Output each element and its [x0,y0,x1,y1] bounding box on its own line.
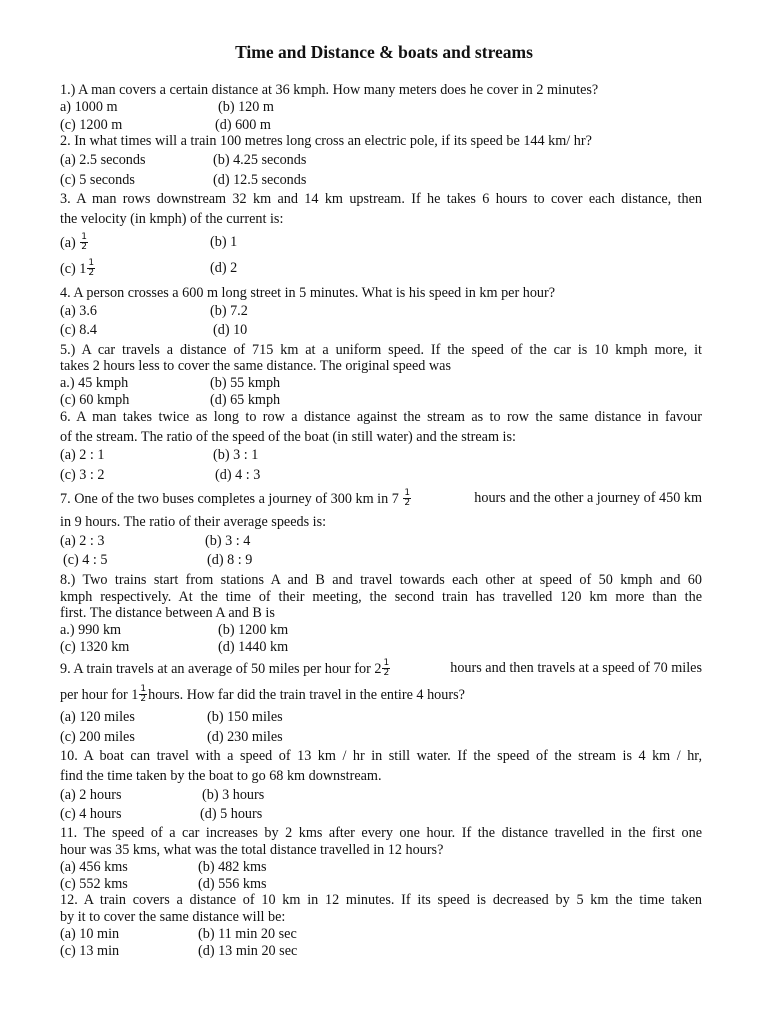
q7-option-c: (c) 4 : 5 [63,552,108,568]
q3-option-c-label: (c) 1 [60,260,87,277]
question-4-text: 4. A person crosses a 600 m long street in 5 minutes. What is his speed in km per hour? [60,285,556,301]
q12-option-c: (c) 13 min [60,943,120,959]
q11-option-a: (a) 456 kms [60,859,128,875]
question-5-line-2: takes 2 hours less to cover the same distance. The original speed was [60,358,451,374]
question-7-line-1 [60,490,702,509]
fraction-one-half: $\frac{1}{2}$ [140,684,147,704]
q11-option-d: (d) 556 kms [198,876,267,892]
q12-option-a: (a) 10 min [60,926,120,942]
q8-option-c: (c) 1320 km [60,639,130,655]
q2-option-a: (a) 2.5 seconds [60,152,146,168]
q9-option-d: (d) 230 miles [207,729,283,745]
q10-option-a: (a) 2 hours [60,787,122,803]
q7-option-d: (d) 8 : 9 [207,552,253,568]
question-3-line-2: the velocity (in kmph) of the current is: [60,211,284,227]
question-8-line-1: 8.) Two trains start from stations A and B and travel towards each other at speed of 50 kmph and 60 [60,572,702,588]
q1-option-b: (b) 120 m [218,99,274,115]
q4-option-d: (d) 10 [213,322,248,338]
question-6-line-1: 6. A man takes twice as long to row a distance against the stream as to row the same distance in favour [60,409,702,425]
q2-option-b: (b) 4.25 seconds [213,152,307,168]
q6-option-b: (b) 3 : 1 [213,447,259,463]
q10-option-c: (c) 4 hours [60,806,122,822]
question-7-line-1-start: 7. One of the two buses completes a journey of 300 km in 7 $\frac{1}{2}$ [60,488,411,508]
q5-option-a: a.) 45 kmph [60,375,129,391]
question-9-line-1-start: 9. A train travels at an average of 50 miles per hour for 2 $\frac{1}{2}$ [60,658,390,678]
q8-option-a: a.) 990 km [60,622,122,638]
fraction-one-half: $\frac{1}{2}$ [383,658,390,678]
q1-option-c: (c) 1200 m [60,117,123,133]
question-11-line-1: 11. The speed of a car increases by 2 kms after every one hour. If the distance travelled in the first one [60,825,702,841]
fraction-one-half: $\frac{1}{2}$ [404,488,411,508]
q3-option-a-label: (a) [60,234,76,251]
q4-option-a: (a) 3.6 [60,303,98,319]
question-8-line-2: kmph respectively. At the time of their meeting, the second train has travelled 120 km more than the [60,589,702,605]
question-7-line-2: in 9 hours. The ratio of their average speeds is: [60,514,327,530]
q11-option-b: (b) 482 kms [198,859,267,875]
q1-option-d: (d) 600 m [215,117,271,133]
q5-option-d: (d) 65 kmph [210,392,281,408]
question-9-line-1 [60,660,702,679]
q8-option-d: (d) 1440 km [218,639,289,655]
q3-option-d: (d) 2 [210,260,238,276]
q10-option-d: (d) 5 hours [200,806,263,822]
question-10-line-2: find the time taken by the boat to go 68 km downstream. [60,768,382,784]
q7-option-a: (a) 2 : 3 [60,533,105,549]
q3-option-c [60,260,96,279]
q12-option-d: (d) 13 min 20 sec [198,943,298,959]
q12-option-b: (b) 11 min 20 sec [198,926,297,942]
question-12-line-2: by it to cover the same distance will be: [60,909,286,925]
q3-option-a [60,234,89,253]
q3-option-b: (b) 1 [210,234,238,250]
question-11-line-2: hour was 35 kms, what was the total distance travelled in 12 hours? [60,842,444,858]
q9-option-a: (a) 120 miles [60,709,135,725]
question-12-line-1: 12. A train covers a distance of 10 km in 12 minutes. If its speed is decreased by 5 km the time taken [60,892,702,908]
q4-option-c: (c) 8.4 [60,322,98,338]
fraction-one-half: $\frac{1}{2}$ [88,258,95,278]
question-10-line-1: 10. A boat can travel with a speed of 13 km / hr in still water. If the speed of the stream is 4 km / hr, [60,748,702,764]
q6-option-d: (d) 4 : 3 [215,467,261,483]
q2-option-d: (d) 12.5 seconds [213,172,307,188]
question-3-line-1: 3. A man rows downstream 32 km and 14 km upstream. If he takes 6 hours to cover each distance, then [60,191,702,207]
page-title: Time and Distance & boats and streams [235,42,533,62]
q8-option-b: (b) 1200 km [218,622,289,638]
q6-option-c: (c) 3 : 2 [60,467,105,483]
q9-option-c: (c) 200 miles [60,729,135,745]
question-1-text: 1.) A man covers a certain distance at 36 kmph. How many meters does he cover in 2 minutes? [60,82,599,98]
question-6-line-2: of the stream. The ratio of the speed of the boat (in still water) and the stream is: [60,429,516,445]
question-9-line-2: per hour for 1 $\frac{1}{2}$ hours. How far did the train travel in the entire 4 hours? [60,684,465,704]
question-8-line-3: first. The distance between A and B is [60,605,275,621]
q9-option-b: (b) 150 miles [207,709,283,725]
q10-option-b: (b) 3 hours [202,787,265,803]
q2-option-c: (c) 5 seconds [60,172,135,188]
question-5-line-1: 5.) A car travels a distance of 715 km at a uniform speed. If the speed of the car is 10 kmph more, it [60,342,702,358]
q6-option-a: (a) 2 : 1 [60,447,105,463]
q11-option-c: (c) 552 kms [60,876,128,892]
q4-option-b: (b) 7.2 [210,303,248,319]
question-2-text: 2. In what times will a train 100 metres long cross an electric pole, if its speed be 144 km/ hr? [60,133,592,149]
question-9-line-1-end: hours and then travels at a speed of 70 miles [450,660,702,676]
q1-option-a: a) 1000 m [60,99,118,115]
question-7-line-1-end: hours and the other a journey of 450 km [474,490,702,506]
q5-option-b: (b) 55 kmph [210,375,281,391]
q7-option-b: (b) 3 : 4 [205,533,251,549]
fraction-one-half: $\frac{1}{2}$ [81,232,88,252]
q5-option-c: (c) 60 kmph [60,392,130,408]
